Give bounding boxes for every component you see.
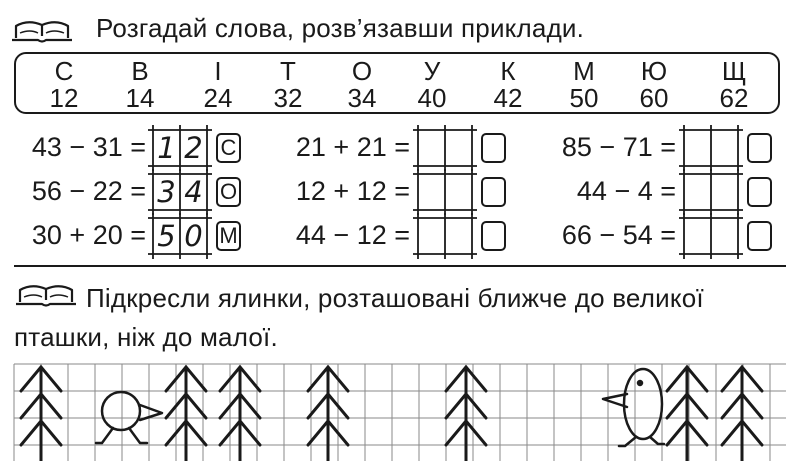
fir-tree-icon: [21, 367, 61, 461]
key-number: 32: [273, 83, 303, 113]
key-letter: В: [131, 56, 149, 86]
key-letter: О: [351, 56, 373, 86]
equation-expression: 56 − 22 =: [31, 176, 146, 206]
key-letter: Т: [280, 56, 296, 86]
equation-expression: 66 − 54 =: [561, 220, 676, 250]
answer-digit[interactable]: 5: [157, 219, 176, 253]
key-letter: У: [423, 56, 441, 86]
answer-letter-box[interactable]: М: [219, 223, 238, 248]
fir-tree-icon: [308, 367, 348, 461]
task2-line2: пташки, ніж до малої.: [14, 322, 278, 352]
answer-digit[interactable]: 4: [184, 175, 203, 209]
answer-digit[interactable]: 1: [157, 131, 176, 165]
fir-tree-icon: [446, 367, 486, 461]
key-letter: Ю: [640, 56, 668, 86]
key-letter: К: [500, 56, 516, 86]
equation-expression: 85 − 71 =: [561, 132, 676, 162]
key-number: 14: [125, 83, 155, 113]
key-letter: М: [573, 56, 595, 86]
equation-expression: 44 − 4 =: [576, 176, 676, 206]
answer-digit[interactable]: 0: [184, 219, 203, 253]
equation-expression: 21 + 21 =: [295, 132, 410, 162]
key-letter: І: [214, 56, 222, 86]
fir-tree-icon: [667, 367, 707, 461]
key-number: 24: [203, 83, 233, 113]
big-bird-icon: [603, 369, 664, 446]
task1-title: Розгадай слова, розв’язавши приклади.: [96, 13, 585, 43]
equation-expression: 30 + 20 =: [31, 220, 146, 250]
fir-tree-icon: [220, 367, 260, 461]
equation-expression: 12 + 12 =: [295, 176, 410, 206]
key-number: 60: [639, 83, 669, 113]
key-letter: Щ: [721, 56, 747, 86]
answer-letter-box[interactable]: С: [220, 135, 237, 160]
equation-expression: 44 − 12 =: [295, 220, 410, 250]
fir-tree-icon: [166, 367, 206, 461]
key-number: 12: [49, 83, 79, 113]
key-number: 62: [719, 83, 749, 113]
answer-letter-box[interactable]: О: [219, 179, 238, 204]
key-number: 34: [347, 83, 377, 113]
key-number: 42: [493, 83, 523, 113]
equation-expression: 43 − 31 =: [31, 132, 146, 162]
answer-digit[interactable]: 3: [157, 175, 176, 209]
fir-tree-icon: [722, 367, 762, 461]
answer-digit[interactable]: 2: [184, 131, 203, 165]
key-letter: С: [54, 56, 74, 86]
key-number: 40: [417, 83, 447, 113]
task2-line1: Підкресли ялинки, розташовані ближче до великої: [86, 283, 704, 313]
key-number: 50: [569, 83, 599, 113]
